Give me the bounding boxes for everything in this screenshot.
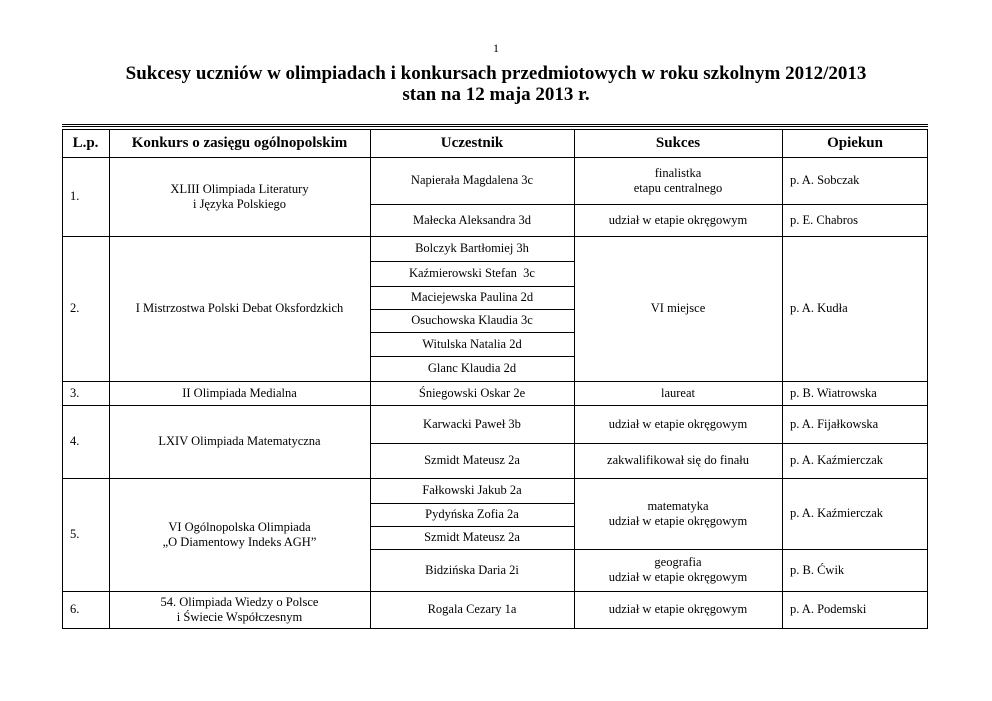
row-2-sukces: VI miejsce	[650, 301, 706, 315]
row-2-lp: 2.	[70, 301, 80, 315]
row-1-sukces-1: finalistka etapu centralnego	[633, 165, 723, 195]
row-2-uczestnik-2: Kaźmierowski Stefan 3c	[408, 266, 535, 280]
row-5-uczestnik-1: Fałkowski Jakub 2a	[422, 483, 522, 497]
row-4-sukces-1: udział w etapie okręgowym	[608, 416, 748, 431]
header-uczestnik: Uczestnik	[440, 134, 504, 151]
row-1-lp: 1.	[70, 189, 80, 203]
row-5-uczestnik-3: Szmidt Mateusz 2a	[424, 530, 520, 544]
page-number: 1	[493, 41, 499, 55]
row-6-opiekun: p. A. Podemski	[790, 602, 867, 616]
row-1-sukces-2: udział w etapie okręgowym	[608, 212, 748, 227]
row-5-sukces-1: matematyka udział w etapie okręgowym	[608, 498, 748, 528]
header-konkurs: Konkurs o zasięgu ogólnopolskim	[131, 134, 348, 151]
row-2-opiekun: p. A. Kudła	[790, 301, 848, 315]
row-2-uczestnik-5: Witulska Natalia 2d	[422, 336, 522, 351]
row-1-uczestnik-2: Małecka Aleksandra 3d	[412, 212, 531, 227]
row-3-uczestnik: Śniegowski Oskar 2e	[418, 385, 526, 400]
row-2-konkurs: I Mistrzostwa Polski Debat Oksfordzkich	[135, 301, 344, 315]
row-5-opiekun-2: p. B. Ćwik	[790, 562, 845, 577]
title-rule-top	[62, 124, 928, 125]
row-1-uczestnik-1: Napierała Magdalena 3c	[410, 173, 534, 187]
row-1-opiekun-2: p. E. Chabros	[790, 212, 859, 227]
row-4-uczestnik-2: Szmidt Mateusz 2a	[424, 453, 520, 467]
row-4-opiekun-1: p. A. Fijałkowska	[790, 416, 879, 431]
header-lp: L.p.	[72, 134, 99, 151]
header-sukces: Sukces	[655, 134, 701, 151]
row-3-sukces: laureat	[660, 385, 695, 400]
row-2-uczestnik-4: Osuchowska Klaudia 3c	[411, 313, 533, 327]
row-5-sukces-2: geografia udział w etapie okręgowym	[608, 555, 748, 584]
row-2-uczestnik-1: Bolczyk Bartłomiej 3h	[415, 241, 529, 255]
row-5-uczestnik-4: Bidzińska Daria 2i	[425, 562, 519, 577]
row-6-lp: 6.	[70, 602, 80, 616]
row-4-konkurs: LXIV Olimpiada Matematyczna	[158, 434, 321, 448]
row-6-sukces: udział w etapie okręgowym	[608, 602, 748, 616]
row-5-opiekun-1: p. A. Kaźmierczak	[790, 506, 884, 520]
row-5-lp: 5.	[70, 527, 80, 541]
row-3-lp: 3.	[70, 385, 80, 400]
row-1-konkurs: XLIII Olimpiada Literatury i Języka Polskiego	[170, 181, 309, 211]
row-4-sukces-2: zakwalifikował się do finału	[607, 453, 749, 467]
title-rule-bottom	[62, 126, 928, 127]
row-3-konkurs: II Olimpiada Medialna	[182, 385, 297, 400]
header-opiekun: Opiekun	[827, 134, 883, 151]
row-2-uczestnik-6: Glanc Klaudia 2d	[427, 361, 517, 375]
results-table	[62, 129, 928, 629]
row-4-lp: 4.	[70, 434, 80, 448]
title-line-2: stan na 12 maja 2013 r.	[402, 84, 590, 105]
row-4-uczestnik-1: Karwacki Paweł 3b	[423, 416, 521, 431]
title-line-1: Sukcesy uczniów w olimpiadach i konkursach przedmiotowych w roku szkolnym 2012/2013	[125, 63, 867, 84]
row-2-uczestnik-3: Maciejewska Paulina 2d	[410, 290, 534, 304]
row-4-opiekun-2: p. A. Kaźmierczak	[790, 453, 884, 467]
row-5-konkurs: VI Ogólnopolska Olimpiada „O Diamentowy Indeks AGH”	[162, 519, 317, 549]
row-3-opiekun: p. B. Wiatrowska	[790, 385, 877, 400]
row-5-uczestnik-2: Pydyńska Zofia 2a	[425, 507, 519, 521]
row-1-opiekun-1: p. A. Sobczak	[790, 173, 860, 187]
row-6-uczestnik: Rogala Cezary 1a	[427, 602, 517, 616]
row-6-konkurs: 54. Olimpiada Wiedzy o Polsce i Świecie Współczesnym	[160, 594, 319, 624]
page-title	[0, 63, 992, 105]
